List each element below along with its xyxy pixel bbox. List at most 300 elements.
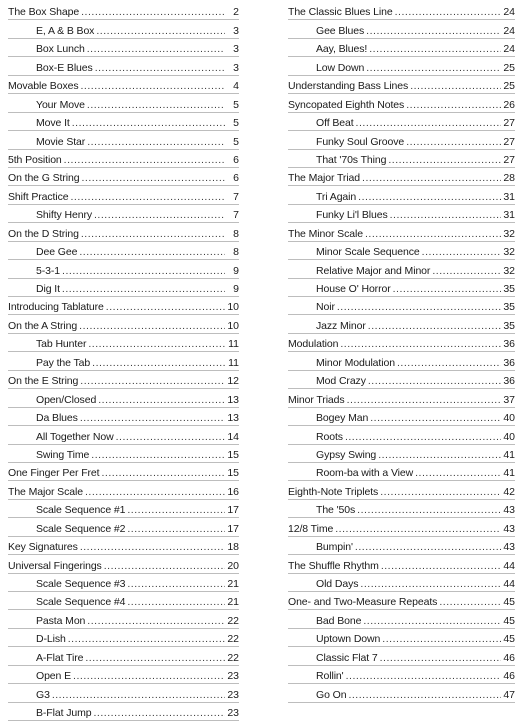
toc-page-number: 45 [503,614,515,627]
toc-subentry [8,574,239,592]
toc-page-number: 22 [227,633,239,646]
toc-subentry [288,610,515,628]
toc-page-number: 9 [233,264,239,277]
toc-page-number: 3 [233,43,239,56]
dot-leader [348,689,501,701]
dot-leader [94,707,226,719]
toc-entry-title: One- and Two-Measure Repeats [288,596,438,609]
toc-entry [8,315,239,333]
toc-page-number: 11 [228,338,239,351]
toc-page-number: 8 [233,227,239,240]
toc-page-number: 41 [503,448,515,461]
toc-entry [288,76,515,94]
toc-page-number: 35 [503,283,515,295]
dot-leader [363,615,501,627]
toc-page-number: 45 [503,633,515,646]
toc-entry [8,481,239,499]
dot-leader [127,523,225,535]
toc-page-number: 6 [233,172,239,185]
dot-leader [116,431,225,443]
toc-subentry [288,445,515,463]
dot-leader [365,228,501,240]
toc-page-number: 28 [503,172,515,185]
toc-page-number: 40 [503,412,515,425]
toc-entry-title: A-Flat Tire [36,651,84,664]
toc-page-number: 3 [233,61,239,74]
dot-leader [395,6,501,18]
toc-entry-title: Go On [316,688,347,701]
dot-leader [91,449,225,461]
dot-leader [381,560,501,572]
toc-page-number: 21 [227,596,239,609]
toc-entry-title: Scale Sequence #1 [36,504,126,517]
toc-entry [8,168,239,186]
toc-page-number: 23 [227,670,239,683]
toc-entry-title: Universal Fingerings [8,559,102,572]
dot-leader [85,652,225,664]
toc-entry-title: Your Move [36,98,85,111]
toc-entry [288,481,515,499]
toc-page-number: 43 [503,522,515,535]
toc-page-number: 7 [233,209,239,222]
toc-page-number: 18 [227,541,239,554]
toc-page-number: 5 [233,117,239,130]
dot-leader [362,172,501,184]
dot-leader [432,265,501,277]
dot-leader [127,504,225,516]
toc-entry-title: Gee Blues [316,24,365,37]
toc-entry-title: That '70s Thing [316,153,387,166]
toc-page-number: 15 [227,448,239,461]
toc-subentry [8,205,239,223]
dot-leader [345,431,501,443]
toc-entry-title: Mod Crazy [316,375,366,388]
dot-leader [98,394,225,406]
toc-entry-title: Gypsy Swing [316,448,377,461]
dot-leader [388,154,501,166]
dot-leader [127,578,225,590]
toc-right-column [288,2,515,703]
dot-leader [79,246,225,258]
toc-entry-title: Scale Sequence #3 [36,578,126,590]
toc-entry-title: Minor Modulation [316,356,395,369]
toc-entry-title: Shifty Henry [36,209,92,222]
dot-leader [80,412,225,424]
toc-entry-title: The Box Shape [8,6,80,19]
dot-leader [95,62,225,74]
dot-leader [101,467,225,479]
toc-subentry [288,186,515,204]
toc-page-number: 25 [503,80,515,93]
toc-page-number: 46 [503,651,515,664]
toc-entry-title: Movable Boxes [8,80,79,93]
dot-leader [87,136,225,148]
toc-entry-title: Introducing Tablature [8,301,104,314]
toc-entry [8,537,239,555]
toc-entry-title: House O' Horror [316,283,391,295]
dot-leader [68,633,225,645]
dot-leader [62,265,225,277]
toc-page-number: 22 [227,651,239,664]
toc-subentry [288,684,515,702]
toc-entry-title: On the D String [8,227,79,240]
toc-entry-title: Understanding Bass Lines [288,80,409,93]
dot-leader [104,560,225,572]
toc-page-number: 45 [503,596,515,609]
toc-subentry [288,279,515,297]
dot-leader [62,283,225,295]
toc-subentry [8,684,239,702]
dot-leader [415,467,501,479]
toc-entry [288,94,515,112]
toc-page-number: 32 [503,264,515,277]
toc-entry-title: The Classic Blues Line [288,6,393,19]
toc-subentry [8,592,239,610]
toc-subentry [288,242,515,260]
dot-leader [94,209,225,221]
toc-entry-title: Scale Sequence #2 [36,522,126,535]
toc-page-number: 9 [233,283,239,295]
toc-entry-title: The Major Scale [8,485,83,498]
toc-subentry [288,131,515,149]
dot-leader [79,320,225,332]
toc-entry-title: Key Signatures [8,541,78,554]
dot-leader [72,117,225,129]
toc-page-number: 35 [503,301,515,314]
toc-entry-title: Low Down [316,61,365,74]
toc-entry-title: The Minor Scale [288,227,363,240]
toc-entry-title: Bogey Man [316,412,369,425]
toc-page-number: 11 [228,356,239,369]
toc-page-number: 27 [503,117,515,130]
toc-subentry [8,703,239,721]
toc-entry-title: On the G String [8,172,80,185]
toc-entry-title: Tri Again [316,190,357,203]
toc-page-number: 14 [227,430,239,443]
toc-entry-title: Rollin' [316,670,344,683]
toc-page-number: 46 [503,670,515,683]
dot-leader [355,541,501,553]
toc-page-number: 31 [503,209,515,222]
toc-subentry [8,647,239,665]
toc-entry-title: The Shuffle Rhythm [288,559,379,572]
toc-entry-title: B-Flat Jump [36,707,92,720]
dot-leader [357,504,501,516]
dot-leader [92,357,225,369]
toc-page-number: 27 [503,153,515,166]
dot-leader [87,99,225,111]
toc-entry [8,463,239,481]
toc-subentry [8,334,239,352]
toc-subentry [8,113,239,131]
toc-entry [288,223,515,241]
toc-entry-title: Eighth-Note Triplets [288,485,379,498]
toc-page-number: 3 [233,24,239,37]
toc-entry-title: One Finger Per Fret [8,467,100,480]
dot-leader [87,615,225,627]
toc-entry-title: Tab Hunter [36,338,87,351]
toc-page-number: 17 [227,522,239,535]
toc-entry-title: On the A String [8,319,78,332]
toc-entry-title: E, A & B Box [36,24,95,37]
dot-leader [380,486,501,498]
toc-page-number: 8 [233,246,239,259]
dot-leader [406,99,501,111]
dot-leader [81,80,226,92]
toc-page-number: 43 [503,541,515,554]
toc-entry-title: Shift Practice [8,190,69,203]
toc-subentry [8,445,239,463]
toc-page-number: 5 [233,98,239,111]
dot-leader [366,62,501,74]
dot-leader [81,6,225,18]
toc-entry-title: Dig It [36,283,60,295]
toc-entry-title: Box-E Blues [36,61,93,74]
toc-entry-title: Old Days [316,578,359,590]
dot-leader [340,338,501,350]
toc-entry-title: Bumpin' [316,541,353,554]
toc-entry [288,518,515,536]
toc-page-number: 10 [227,301,239,314]
toc-subentry [8,426,239,444]
toc-subentry [288,205,515,223]
dot-leader [70,191,225,203]
toc-page-number: 2 [233,6,239,19]
toc-page-number: 24 [503,24,515,37]
toc-entry-title: Off Beat [316,117,354,130]
toc-entry-title: 12/8 Time [288,522,334,535]
toc-page-number: 10 [227,319,239,332]
toc-entry-title: Move It [36,117,70,130]
dot-leader [382,633,501,645]
toc-left-column [8,2,239,721]
toc-page-number: 7 [233,190,239,203]
toc-page-number: 27 [503,135,515,148]
toc-subentry [8,610,239,628]
toc-page-number: 36 [503,356,515,369]
toc-subentry [8,94,239,112]
dot-leader [406,136,501,148]
dot-leader [127,596,225,608]
toc-subentry [8,279,239,297]
toc-subentry [8,500,239,518]
dot-leader [356,117,501,129]
toc-entry-title: Funky Li'l Blues [316,209,388,222]
toc-subentry [288,315,515,333]
toc-entry-title: On the E String [8,375,79,388]
toc-page-number: 13 [227,412,239,425]
toc-entry-title: Relative Major and Minor [316,264,431,277]
toc-entry-title: Scale Sequence #4 [36,596,126,609]
toc-entry [8,297,239,315]
toc-entry [288,2,515,20]
toc-subentry [288,352,515,370]
toc-subentry [8,666,239,684]
toc-entry-title: Da Blues [36,412,78,425]
dot-leader [368,320,501,332]
toc-entry-title: Minor Scale Sequence [316,246,420,259]
toc-subentry [288,574,515,592]
toc-subentry [288,647,515,665]
toc-page-number: 23 [227,688,239,701]
toc-page-number: 40 [503,430,515,443]
toc-entry [8,2,239,20]
toc-page-number: 12 [227,375,239,388]
toc-page-number: 42 [503,485,515,498]
dot-leader [358,191,501,203]
dot-leader [347,394,501,406]
toc-page-number: 23 [227,707,239,720]
toc-entry-title: Pasta Mon [36,614,86,627]
toc-entry-title: Jazz Minor [316,319,366,332]
dot-leader [393,283,501,295]
toc-entry-title: Modulation [288,338,339,351]
toc-entry-title: Syncopated Eighth Notes [288,98,405,111]
toc-subentry [288,297,515,315]
toc-page-number: 22 [227,614,239,627]
dot-leader [380,652,501,664]
toc-entry [288,168,515,186]
toc-page-number: 31 [503,190,515,203]
toc-page-number: 43 [503,504,515,517]
toc-entry-title: All Together Now [36,430,114,443]
toc-entry-title: Dee Gee [36,246,78,259]
toc-subentry [8,260,239,278]
dot-leader [81,172,225,184]
toc-subentry [288,463,515,481]
toc-entry-title: Movie Star [36,135,86,148]
dot-leader [422,246,501,258]
toc-entry-title: G3 [36,688,50,701]
toc-subentry [288,426,515,444]
toc-page-number: 6 [233,153,239,166]
dot-leader [378,449,501,461]
toc-entry-title: Open E [36,670,72,683]
toc-entry [288,389,515,407]
dot-leader [64,154,225,166]
dot-leader [439,596,501,608]
dot-leader [80,375,225,387]
toc-entry-title: D-Lish [36,633,66,646]
toc-page-number: 13 [227,393,239,406]
toc-subentry [8,629,239,647]
toc-subentry [288,150,515,168]
toc-entry [8,371,239,389]
dot-leader [81,228,225,240]
dot-leader [85,486,225,498]
toc-page-number: 15 [227,467,239,480]
toc-page-number: 35 [503,319,515,332]
toc-entry-title: The Major Triad [288,172,361,185]
dot-leader [87,43,225,55]
dot-leader [410,80,501,92]
toc-page-number: 20 [227,559,239,572]
dot-leader [335,523,501,535]
toc-subentry [288,537,515,555]
toc-subentry [288,39,515,57]
toc-entry-title: Minor Triads [288,393,345,406]
toc-subentry [8,242,239,260]
dot-leader [369,43,501,55]
toc-entry-title: Noir [316,301,335,314]
toc-page-number: 5 [233,135,239,148]
toc-entry [8,76,239,94]
dot-leader [337,301,501,313]
dot-leader [360,578,501,590]
dot-leader [88,338,225,350]
toc-page-number: 17 [227,504,239,517]
dot-leader [106,301,225,313]
toc-entry-title: 5th Position [8,153,62,166]
toc-page-number: 44 [503,559,515,572]
toc-entry-title: Classic Flat 7 [316,651,378,664]
toc-subentry [288,408,515,426]
toc-entry [8,223,239,241]
toc-page-number: 41 [503,467,515,480]
toc-entry-title: Roots [316,430,343,443]
dot-leader [96,25,225,37]
toc-page-number: 24 [503,43,515,56]
toc-page-number: 47 [503,688,515,701]
toc-entry-title: Aay, Blues! [316,43,368,56]
toc-subentry [288,113,515,131]
dot-leader [346,670,501,682]
toc-subentry [8,131,239,149]
dot-leader [368,375,501,387]
toc-subentry [8,408,239,426]
toc-subentry [288,371,515,389]
toc-subentry [8,352,239,370]
toc-page-number: 25 [503,61,515,74]
toc-subentry [288,629,515,647]
toc-subentry [8,39,239,57]
toc-page-number: 4 [233,80,239,93]
toc-page-number: 24 [503,6,515,19]
toc-subentry [8,518,239,536]
dot-leader [73,670,225,682]
toc-entry [8,150,239,168]
toc-subentry [8,57,239,75]
toc-subentry [288,20,515,38]
toc-page-number: 21 [227,578,239,590]
toc-entry-title: Box Lunch [36,43,85,56]
toc-subentry [288,260,515,278]
dot-leader [390,209,501,221]
toc-entry [8,186,239,204]
toc-subentry [8,20,239,38]
toc-page-number: 36 [503,338,515,351]
toc-subentry [288,57,515,75]
toc-entry-title: Room-ba with a View [316,467,414,480]
dot-leader [80,541,225,553]
toc-page-number: 32 [503,227,515,240]
toc-page-number: 26 [503,98,515,111]
toc-entry-title: 5-3-1 [36,264,61,277]
toc-page-number: 16 [227,485,239,498]
toc-entry-title: Funky Soul Groove [316,135,405,148]
toc-entry [288,334,515,352]
toc-entry [8,555,239,573]
toc-page-number: 36 [503,375,515,388]
toc-entry-title: Open/Closed [36,393,97,406]
toc-entry-title: Bad Bone [316,614,362,627]
toc-entry [288,592,515,610]
toc-entry-title: Uptown Down [316,633,381,646]
dot-leader [370,412,501,424]
dot-leader [366,25,501,37]
toc-subentry [288,666,515,684]
toc-subentry [288,500,515,518]
